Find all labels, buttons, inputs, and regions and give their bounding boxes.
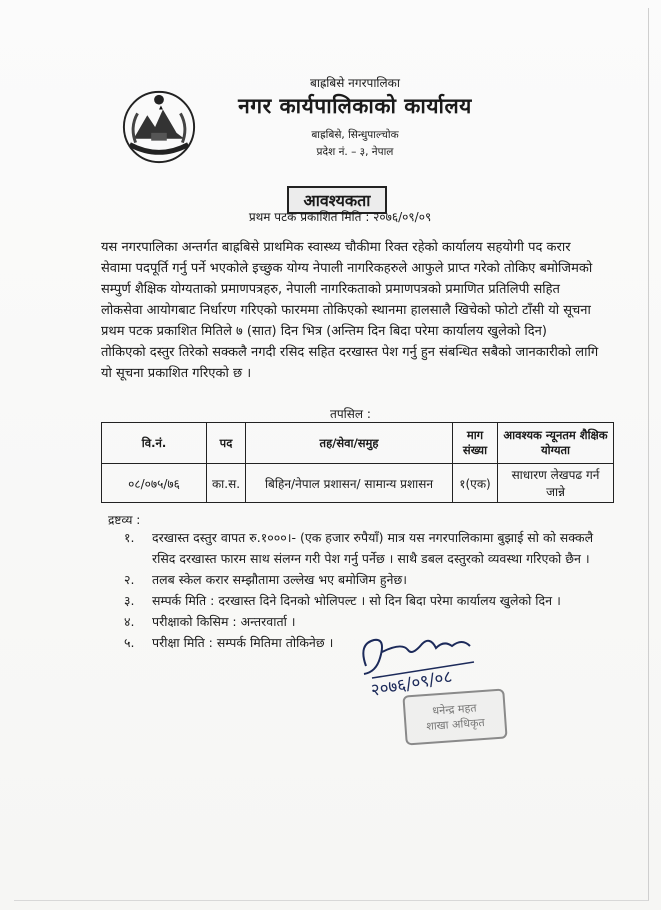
notice-body-line: तोकिएको दस्तुर तिरेको सक्कलै नगदी रसिद सहित दरखास्त पेश गर्नु हुन संबन्धित सबैको जानकारीको लागि [101,345,599,360]
note-text: तलब स्केल करार सम्झौतामा उल्लेख भए बमोजिम हुनेछ। [152,572,407,587]
signature-date: २०७६/०९/०८ [369,666,454,701]
note-text: दरखास्त दस्तुर वापत रु.१०००।- (एक हजार रुपैयाँ) मात्र यस नगरपालिकामा बुझाई सो को सक्कलै रसिद दरखास्त फारम साथ संलग्न गरी पेश गर्नु पर्नेछ । साथै डबल दस्तुरको व्यवस्था गरिएको छैन । [152,530,594,566]
cell-post: का.स. [207,464,246,503]
notes-title: द्रष्टव्य : [108,513,141,527]
notice-body [101,237,613,384]
note-text: परीक्षा मिति : सम्पर्क मितिमा तोकिनेछ । [152,635,334,650]
vacancy-table [101,422,614,503]
notice-body-line: यो सूचना प्रकाशित गरिएको छ । [101,366,252,381]
note-text: सम्पर्क मिति : दरखास्त दिने दिनको भोलिपल्ट । सो दिन बिदा परेमा कार्यालय खुलेको दिन । [152,593,561,608]
cell-level-service: बिहिन/नेपाल प्रशासन/ सामान्य प्रशासन [246,464,453,503]
notice-body-line: लोकसेवा आयोगबाट निर्धारण गरिएको फारममा तोकिएको स्थानमा हालसालै खिचेको फोटो टाँसी यो सूचना [101,303,591,318]
stamp-line: शाखा अधिकृत [425,715,486,734]
cell-qualification: साधारण लेखपढ गर्न जान्ने [498,464,614,503]
list-item [124,569,614,590]
cell-serial: ०८/०७५/७६ [102,464,207,503]
cell-demand-count: १(एक) [453,464,498,503]
note-number: १. [124,530,135,545]
notice-title: आवश्यकता [287,186,387,214]
header-serial: वि.नं. [102,423,207,464]
office-province: प्रदेश नं. – ३, नेपाल [316,146,394,158]
list-item [124,590,614,611]
stamp-line: धनेन्द्र महत [431,701,478,718]
header-demand-count: माग संख्या [453,423,498,464]
office-stamp [402,689,507,746]
notice-body-line: यस नगरपालिका अन्तर्गत बाह्रबिसे प्राथमिक स्वास्थ्य चौकीमा रिक्त रहेको कार्यालय सहयोगी पद करार [101,240,571,255]
table-header-row [102,423,614,464]
note-number: ४. [124,614,135,629]
note-number: ३. [124,593,135,608]
table-caption: तपसिल : [330,407,371,421]
office-title: नगर कार्यपालिकाको कार्यालय [238,94,472,118]
publication-date: प्रथम पटक प्रकाशित मिति : २०७६/०९/०९ [248,210,432,224]
header-post: पद [207,423,246,464]
municipality-name: बाह्रबिसे नगरपालिका [309,76,401,90]
notice-body-line: सेवामा पदपूर्ति गर्नु पर्ने भएकोले इच्छुक योग्य नेपाली नागरिकहरुले आफुले प्राप्त गरेको तोकिए बमोजिमको [101,261,593,276]
table-row [102,464,614,503]
note-number: २. [124,572,135,587]
handwritten-signature [352,622,532,702]
notice-body-line: सम्पुर्ण शैक्षिक योग्यताको प्रमाणपत्रहरु, नेपाली नागरिकताको प्रमाणपत्रको प्रमाणित प्रतिलिपी सहित [101,282,560,297]
header-level-service: तह/सेवा/समुह [246,423,453,464]
notice-body-line: प्रथम पटक प्रकाशित मितिले ७ (सात) दिन भित्र (अन्तिम दिन बिदा परेमा कार्यालय खुलेको दिन) [101,324,547,339]
note-text: परीक्षाको किसिम : अन्तरवार्ता । [152,614,296,629]
office-location: बाह्रबिसे, सिन्धुपाल्चोक [311,129,399,141]
header-qualification: आवश्यक न्यूनतम शैक्षिक योग्यता [498,423,614,464]
note-number: ५. [124,635,135,650]
list-item [124,527,614,569]
nepal-emblem-icon [120,88,198,166]
